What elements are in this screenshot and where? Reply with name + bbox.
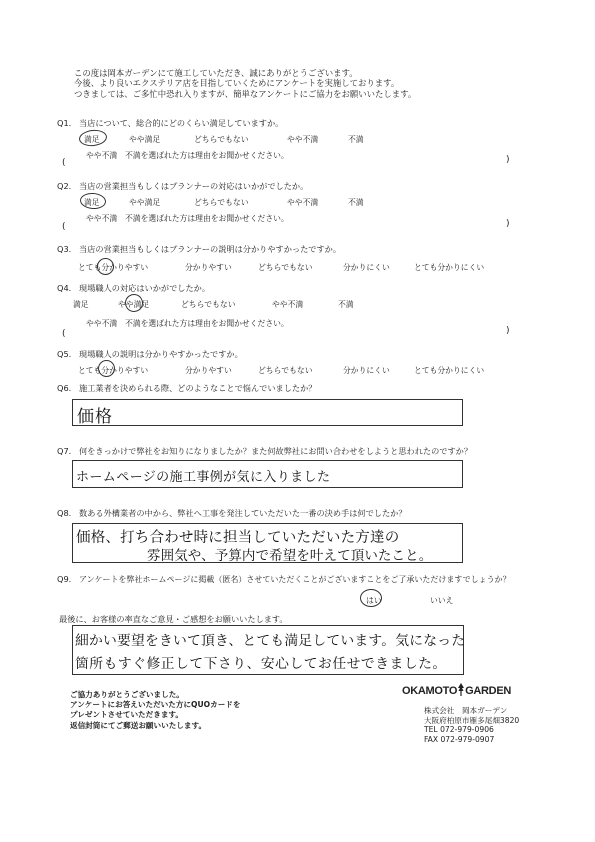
q2-option-somewhat-satisfied[interactable]: やや満足 [129, 198, 161, 207]
q8-number: Q8. [57, 508, 72, 518]
q6-answer-text: 価格 [77, 407, 113, 427]
q8-answer-line-2: 雰囲気や、予算内で希望を叶えて頂いたこと。 [147, 548, 433, 564]
q1-followup: やや不満 不満を選ばれた方は理由をお聞かせください。 [86, 151, 289, 160]
intro-text [74, 68, 416, 99]
logo-text-garden: GARDEN [465, 685, 512, 697]
company-tel: TEL 072-979-0906 [424, 725, 494, 735]
q8-question: 数ある外構業者の中から、弊社へ工事を発注していただいた一番の決め手は何でしたか？ [79, 508, 407, 518]
final-comment-line-1: 細かい要望をきいて頂き、とても満足しています。気になった [75, 633, 466, 649]
intro-line-3: つきましては、ご多忙中恐れ入りますが、簡単なアンケートにご協力をお願いいたします。 [74, 88, 417, 99]
q5-option-very-hard[interactable]: とても分かりにくい [414, 366, 485, 375]
q9-question: アンケートを弊社ホームページに掲載（匿名）させていただくことがございますことをご了承いただけますでしょうか？ [79, 575, 511, 584]
q5-selection-circle [98, 360, 115, 377]
closing-line-2: アンケートにお答えいただいた方にQUOカードを [70, 700, 241, 710]
q9-selection-circle [360, 589, 382, 607]
q1-question: 当店について、総合的にどのくらい満足していますか。 [79, 118, 284, 128]
q3-option-very-easy[interactable]: とても分かりやすい [78, 263, 149, 272]
q8-answer-line-1: 価格、打ち合わせ時に担当していただいた方達の [76, 530, 400, 546]
q2-option-dissatisfied[interactable]: 不満 [348, 198, 364, 207]
q4-option-somewhat-satisfied[interactable]: やや満足 [118, 300, 150, 309]
q3-option-neutral[interactable]: どちらでもない [258, 263, 313, 272]
intro-line-2: 今後、より良いエクステリア店を目指していくためにアンケートを実施しております。 [74, 78, 400, 89]
q4-reason-paren-close: ) [506, 326, 510, 336]
q4-reason-paren-open: ( [62, 329, 66, 339]
q2-option-satisfied[interactable]: 満足 [84, 198, 100, 207]
q2-number: Q2. [57, 181, 72, 191]
q6-number: Q6. [57, 383, 72, 393]
logo-text-okamoto: OKAMOTO [402, 685, 458, 697]
q2-followup: やや不満 不満を選ばれた方は理由をお聞かせください。 [86, 214, 289, 223]
final-comment-box[interactable] [72, 625, 464, 675]
q5-option-hard[interactable]: 分かりにくい [343, 366, 390, 375]
q7-number: Q7. [57, 446, 72, 456]
q1-option-dissatisfied[interactable]: 不満 [348, 135, 364, 144]
company-logo [402, 683, 511, 697]
q7-question: 何をきっかけで弊社をお知りになりましたか？また何故弊社にお問い合わせをしようと思われたのですか？ [79, 446, 473, 456]
company-info [424, 706, 519, 744]
q2-question: 当店の営業担当もしくはプランナーの対応はいかがでしたか。 [79, 181, 309, 191]
final-comment-line-2: 箇所もすぐ修正して下さり、安心してお任せできました。 [75, 656, 447, 672]
q1-option-somewhat-dissatisfied[interactable]: やや不満 [287, 135, 319, 144]
q9-option-no[interactable]: いいえ [430, 596, 454, 605]
q4-selection-circle [124, 293, 145, 314]
q1-number: Q1. [57, 118, 72, 128]
final-comment-prompt: 最後に、お客様の率直なご意見・ご感想をお願いいたします。 [59, 614, 288, 624]
q7-answer-box[interactable] [72, 460, 463, 488]
closing-line-4: 返信封筒にてご郵送お願いいたします。 [70, 720, 207, 730]
q6-answer-box[interactable] [72, 399, 463, 426]
closing-text [70, 690, 241, 731]
q4-number: Q4. [57, 283, 72, 293]
q3-option-very-hard[interactable]: とても分かりにくい [414, 263, 485, 272]
q3-option-easy[interactable]: 分かりやすい [185, 263, 232, 272]
q1-selection-circle [78, 129, 108, 148]
q4-option-somewhat-dissatisfied[interactable]: やや不満 [272, 300, 304, 309]
q4-option-neutral[interactable]: どちらでもない [181, 300, 236, 309]
q5-option-easy[interactable]: 分かりやすい [185, 366, 232, 375]
q1-reason-paren-open: ( [62, 158, 66, 168]
q2-option-neutral[interactable]: どちらでもない [194, 198, 249, 207]
q5-option-very-easy[interactable]: とても分かりやすい [78, 366, 149, 375]
q3-number: Q3. [57, 244, 72, 254]
company-address: 大阪府柏原市雁多尾畑3820 [424, 715, 520, 725]
closing-line-1: ご協力ありがとうございました。 [70, 690, 184, 699]
closing-line-3: プレゼントさせていただきます。 [70, 710, 183, 720]
q5-number: Q5. [57, 349, 72, 359]
q8-answer-box[interactable] [72, 523, 463, 563]
tree-icon [458, 683, 464, 696]
q4-followup: やや不満 不満を選ばれた方は理由をお聞かせください。 [86, 319, 289, 328]
q2-option-somewhat-dissatisfied[interactable]: やや不満 [287, 198, 319, 207]
q7-answer-text: ホームページの施工事例が気に入りました [76, 470, 331, 485]
q1-reason-paren-close: ) [506, 155, 510, 165]
q9-number: Q9. [57, 574, 72, 584]
q1-option-satisfied[interactable]: 満足 [84, 135, 100, 144]
q5-question: 現場職人の説明は分かりやすかったですか。 [79, 349, 243, 359]
q4-question: 現場職人の対応はいかがでしたか。 [79, 283, 211, 293]
q2-reason-paren-close: ) [506, 219, 510, 229]
q4-option-dissatisfied[interactable]: 不満 [338, 300, 354, 309]
q3-question: 当店の営業担当もしくはプランナーの説明は分かりやすかったですか。 [79, 244, 342, 254]
company-name: 株式会社 岡本ガーデン [424, 706, 508, 715]
q6-question: 施工業者を決められる際、どのようなことで悩んでいましたか？ [79, 383, 317, 393]
company-fax: FAX 072-979-0907 [424, 734, 495, 744]
q2-reason-paren-open: ( [62, 222, 66, 232]
q5-option-neutral[interactable]: どちらでもない [258, 366, 313, 375]
q3-selection-circle [97, 258, 114, 275]
q3-option-hard[interactable]: 分かりにくい [343, 263, 390, 272]
q1-option-neutral[interactable]: どちらでもない [194, 135, 249, 144]
q4-option-satisfied[interactable]: 満足 [73, 300, 89, 309]
q9-option-yes[interactable]: はい [366, 596, 382, 605]
q1-option-somewhat-satisfied[interactable]: やや満足 [129, 135, 161, 144]
intro-line-1: この度は岡本ガーデンにて施工していただき、誠にありがとうございます。 [74, 68, 358, 78]
